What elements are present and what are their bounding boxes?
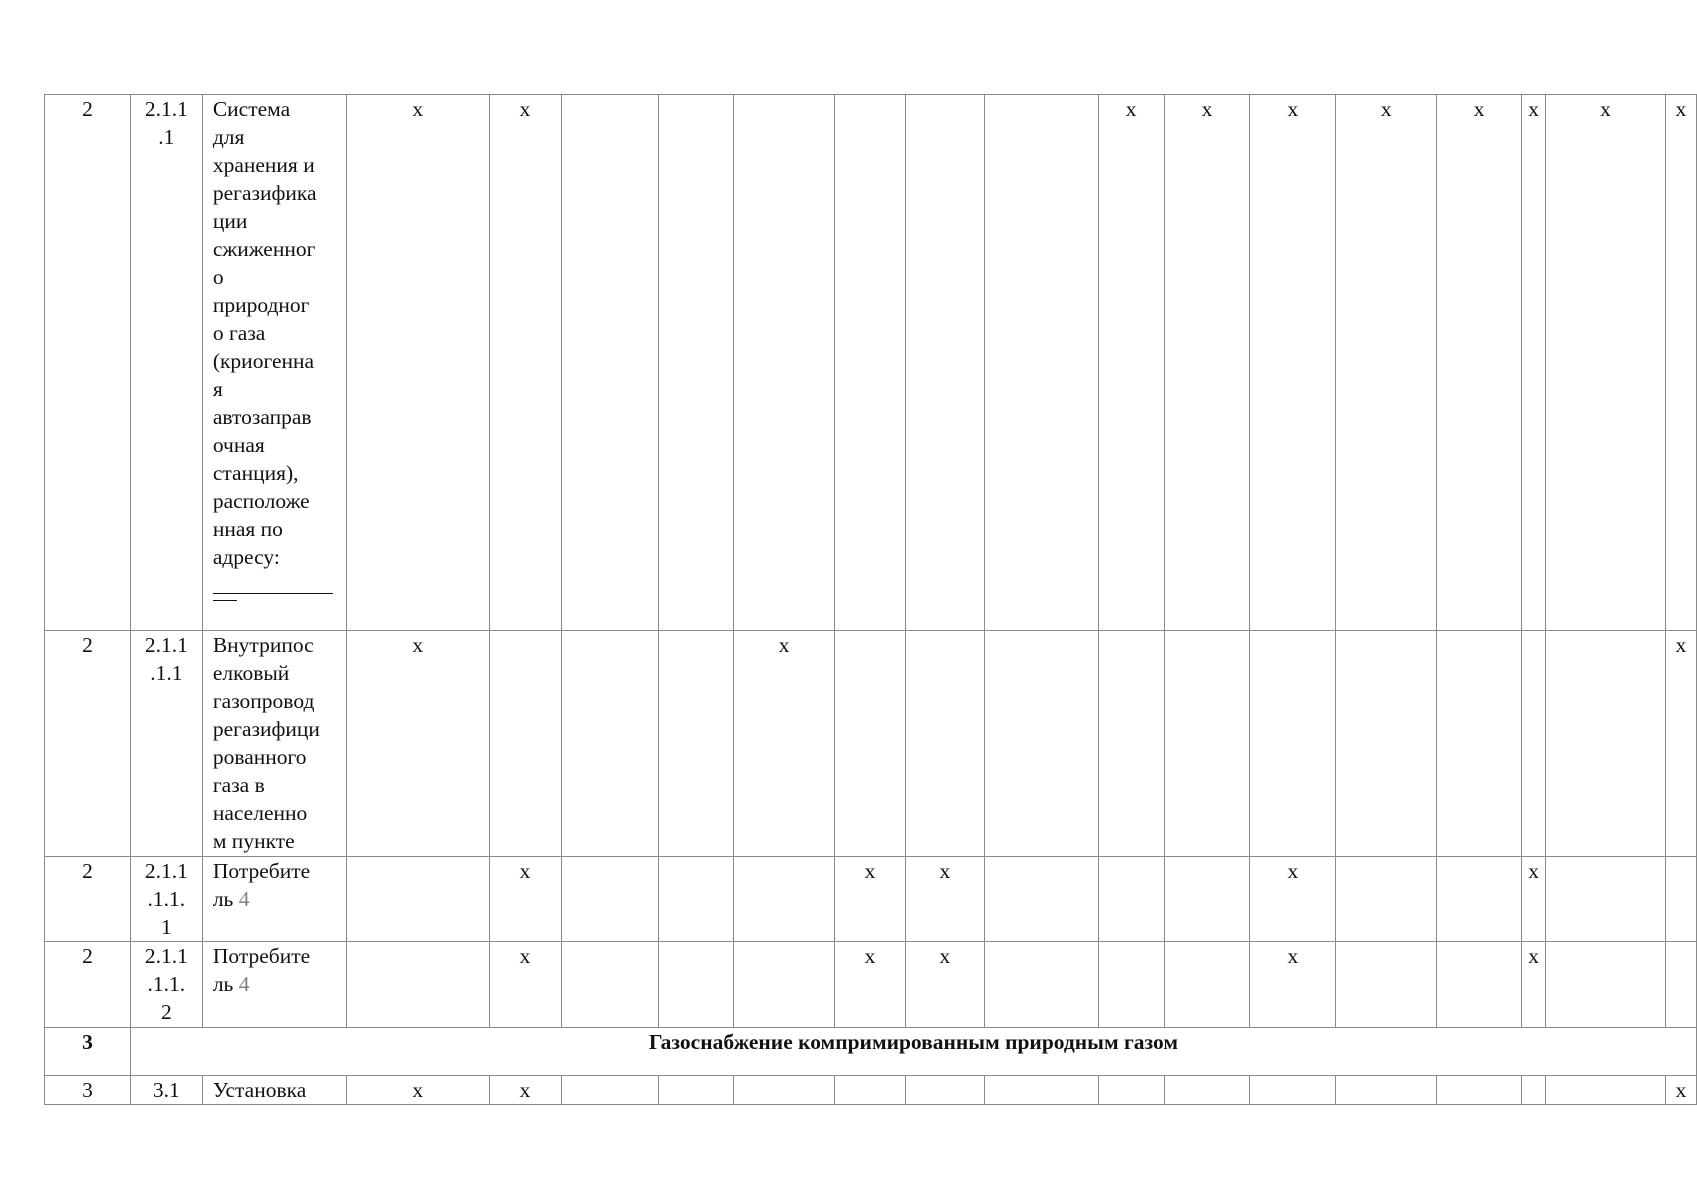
- description-line: автозаправ: [212, 405, 312, 429]
- footnote-ref: 4: [238, 972, 250, 996]
- mark-cell: [905, 1076, 984, 1105]
- description-line: Система: [212, 97, 291, 121]
- description-line: ции: [212, 209, 248, 233]
- document-table: [44, 94, 1697, 1105]
- mark-cell: [1164, 631, 1250, 857]
- level-cell: [45, 95, 131, 631]
- mark-cell: [1164, 942, 1250, 1028]
- mark-cell: [1522, 1076, 1546, 1105]
- mark-cell: [561, 1076, 659, 1105]
- mark-cell: [659, 631, 734, 857]
- mark-cell: x: [489, 857, 561, 942]
- mark-cell: [659, 857, 734, 942]
- level-cell: [45, 942, 131, 1028]
- mark-cell: [734, 942, 835, 1028]
- mark-cell: [734, 857, 835, 942]
- level-value: 2: [82, 633, 93, 657]
- mark-cell: [561, 631, 659, 857]
- code-cell: 3.1: [130, 1076, 202, 1105]
- mark-cell: [984, 857, 1098, 942]
- mark-cell: x: [1665, 631, 1696, 857]
- mark-cell: [1250, 1076, 1336, 1105]
- mark-cell: [984, 942, 1098, 1028]
- mark-cell: [1098, 631, 1164, 857]
- code-line: 1: [160, 915, 172, 939]
- mark-cell: x: [489, 95, 561, 631]
- description-cell: [202, 857, 346, 942]
- mark-cell: [1164, 857, 1250, 942]
- mark-cell: x: [1546, 95, 1666, 631]
- level-value: 2: [82, 97, 93, 121]
- description-cell: [202, 95, 346, 631]
- description-line: елковый: [212, 661, 290, 685]
- description-line: расположе: [212, 489, 310, 513]
- mark-cell: [346, 942, 489, 1028]
- description-line: Потребите: [212, 859, 311, 883]
- mark-cell: x: [489, 942, 561, 1028]
- address-blank-tail: [213, 600, 237, 601]
- address-blank-line: [213, 571, 333, 594]
- footnote-ref: 4: [238, 887, 250, 911]
- code-line: 2.1.1: [144, 97, 188, 121]
- mark-cell: x: [1522, 95, 1546, 631]
- mark-cell: [1437, 857, 1522, 942]
- code-line: 2: [160, 1000, 172, 1024]
- table-body: [45, 95, 1697, 1105]
- code-line: .1: [158, 125, 175, 149]
- mark-cell: x: [346, 631, 489, 857]
- mark-cell: x: [1522, 857, 1546, 942]
- table-row: [45, 1076, 1697, 1105]
- description-line: рованного: [212, 745, 307, 769]
- description-line: регазифика: [212, 181, 317, 205]
- mark-cell: x: [1098, 95, 1164, 631]
- description-cell: [202, 942, 346, 1028]
- description-line: населенно: [212, 801, 308, 825]
- level-cell: [45, 631, 131, 857]
- mark-cell: [1546, 942, 1666, 1028]
- description-line: Внутрипос: [212, 633, 314, 657]
- mark-cell: x: [489, 1076, 561, 1105]
- code-cell: [130, 942, 202, 1028]
- code-line: .1.1: [150, 661, 183, 685]
- mark-cell: [984, 631, 1098, 857]
- description-line: природног: [212, 293, 310, 317]
- mark-cell: [1437, 631, 1522, 857]
- mark-cell: x: [1250, 942, 1336, 1028]
- mark-cell: [1546, 631, 1666, 857]
- description-line: Потребите: [212, 944, 311, 968]
- mark-cell: x: [1336, 95, 1437, 631]
- mark-cell: x: [346, 1076, 489, 1105]
- mark-cell: x: [835, 857, 906, 942]
- table-row: [45, 631, 1697, 857]
- mark-cell: [1437, 1076, 1522, 1105]
- mark-cell: x: [835, 942, 906, 1028]
- mark-cell: x: [1522, 942, 1546, 1028]
- description-line: ль 4: [212, 972, 250, 996]
- code-cell: [130, 95, 202, 631]
- mark-cell: [1098, 942, 1164, 1028]
- mark-cell: [905, 95, 984, 631]
- mark-cell: [561, 95, 659, 631]
- mark-cell: [561, 942, 659, 1028]
- description-line: (криогенна: [212, 349, 315, 373]
- mark-cell: x: [905, 857, 984, 942]
- description-line: для: [212, 125, 245, 149]
- level-value: 2: [82, 859, 93, 883]
- mark-cell: [1522, 631, 1546, 857]
- mark-cell: x: [1437, 95, 1522, 631]
- description-line: ль 4: [212, 887, 250, 911]
- section-title: Газоснабжение компримированным природным газом: [130, 1028, 1696, 1076]
- description-line: адресу:: [212, 545, 280, 569]
- table-row: [45, 95, 1697, 631]
- description-line: я: [212, 377, 223, 401]
- level-cell: 3: [45, 1076, 131, 1105]
- mark-cell: x: [1164, 95, 1250, 631]
- mark-cell: [984, 1076, 1098, 1105]
- mark-cell: [659, 95, 734, 631]
- mark-cell: [1250, 631, 1336, 857]
- mark-cell: [1546, 1076, 1666, 1105]
- code-line: .1.1.: [147, 887, 186, 911]
- mark-cell: [1336, 1076, 1437, 1105]
- mark-cell: [1336, 857, 1437, 942]
- mark-cell: [489, 631, 561, 857]
- mark-cell: [1437, 942, 1522, 1028]
- description-line: станция),: [212, 461, 299, 485]
- code-cell: [130, 857, 202, 942]
- table-row: [45, 942, 1697, 1028]
- mark-cell: [346, 857, 489, 942]
- code-cell: [130, 631, 202, 857]
- mark-cell: [835, 1076, 906, 1105]
- code-line: 2.1.1: [144, 944, 188, 968]
- code-line: 2.1.1: [144, 633, 188, 657]
- mark-cell: [1665, 942, 1696, 1028]
- section-row: [45, 1028, 1697, 1076]
- level-cell: [45, 857, 131, 942]
- mark-cell: [1665, 857, 1696, 942]
- description-line: регазифици: [212, 717, 320, 741]
- mark-cell: [734, 1076, 835, 1105]
- mark-cell: [1546, 857, 1666, 942]
- mark-cell: [1336, 942, 1437, 1028]
- description-cell: Установка: [202, 1076, 346, 1105]
- mark-cell: [835, 95, 906, 631]
- description-line: о: [212, 265, 224, 289]
- mark-cell: [561, 857, 659, 942]
- description-line: сжиженног: [212, 237, 316, 261]
- section-level-cell: 3: [45, 1028, 131, 1076]
- mark-cell: [984, 95, 1098, 631]
- description-line: нная по: [212, 517, 283, 541]
- mark-cell: x: [1250, 95, 1336, 631]
- mark-cell: x: [734, 631, 835, 857]
- mark-cell: x: [905, 942, 984, 1028]
- mark-cell: x: [346, 95, 489, 631]
- mark-cell: [734, 95, 835, 631]
- code-line: 2.1.1: [144, 859, 188, 883]
- description-line: газа в: [212, 773, 265, 797]
- description-line: очная: [212, 433, 265, 457]
- mark-cell: x: [1665, 1076, 1696, 1105]
- mark-cell: [659, 942, 734, 1028]
- code-line: .1.1.: [147, 972, 186, 996]
- mark-cell: [835, 631, 906, 857]
- level-value: 2: [82, 944, 93, 968]
- description-cell: [202, 631, 346, 857]
- description-line: м пункте: [212, 829, 295, 853]
- mark-cell: x: [1250, 857, 1336, 942]
- mark-cell: [1098, 1076, 1164, 1105]
- description-line: о газа: [212, 321, 266, 345]
- mark-cell: [905, 631, 984, 857]
- description-line: газопровод: [212, 689, 315, 713]
- table-row: [45, 857, 1697, 942]
- description-line: хранения и: [212, 153, 315, 177]
- mark-cell: [1336, 631, 1437, 857]
- mark-cell: [1098, 857, 1164, 942]
- mark-cell: [659, 1076, 734, 1105]
- mark-cell: [1164, 1076, 1250, 1105]
- mark-cell: x: [1665, 95, 1696, 631]
